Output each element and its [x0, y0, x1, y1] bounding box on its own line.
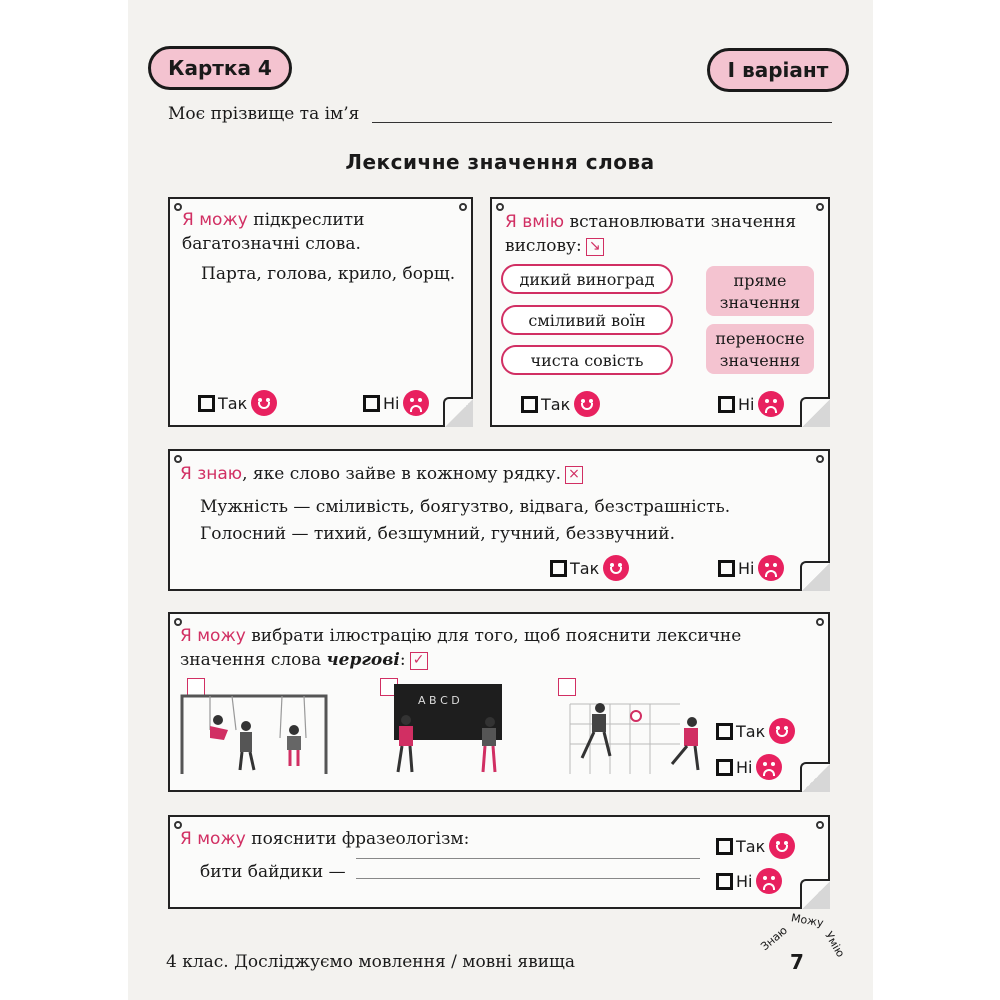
checkbox[interactable] — [550, 560, 567, 577]
colon: : — [399, 650, 406, 670]
phraseologism: бити байдики — — [200, 862, 346, 882]
skill-lead: Я знаю — [180, 464, 243, 484]
word-row-1[interactable]: Мужність — сміливість, боягузтво, відвага, безстрашність. — [200, 497, 731, 517]
no-checkbox[interactable] — [718, 391, 784, 417]
motto-word: Умію — [822, 929, 848, 960]
checkbox[interactable] — [363, 395, 380, 412]
name-prompt: Моє прізвище та ім’я — [168, 104, 360, 124]
checkbox[interactable] — [718, 560, 735, 577]
skill-lead: Я вмію — [505, 212, 565, 232]
page-number: 7 — [790, 950, 804, 974]
task-2-instruction — [505, 210, 796, 258]
motto-logo — [755, 912, 855, 972]
skill-lead: Я можу — [180, 829, 246, 849]
pin-icon — [816, 203, 824, 211]
answer-line[interactable] — [356, 878, 700, 879]
page-title: Лексичне значення слова — [345, 150, 655, 174]
checkbox[interactable] — [716, 759, 733, 776]
task-4-instruction — [180, 624, 741, 672]
page-curl-corner — [800, 561, 830, 591]
footer-text: 4 клас. Досліджуємо мовлення / мовні явища — [166, 952, 575, 972]
yes-checkbox[interactable] — [550, 555, 629, 581]
meaning-line: пряме — [733, 271, 787, 290]
yes-label: Так — [736, 836, 766, 856]
instruction-text: багатозначні слова. — [182, 234, 361, 254]
page-curl-corner — [443, 397, 473, 427]
task-1-words[interactable]: Парта, голова, крило, борщ. — [201, 264, 456, 284]
yes-label: Так — [736, 721, 766, 741]
sad-face-icon — [403, 390, 429, 416]
instruction-text: вислову: — [505, 236, 582, 256]
name-input-line[interactable] — [372, 122, 832, 123]
meaning-figurative[interactable] — [706, 324, 814, 374]
meaning-literal[interactable] — [706, 266, 814, 316]
motto-word: Знаю — [758, 923, 790, 954]
yes-checkbox[interactable] — [521, 391, 600, 417]
target-word: чергові — [326, 650, 400, 670]
pin-icon — [816, 821, 824, 829]
instruction-text: , яке слово зайве в кожному рядку. — [242, 464, 562, 484]
happy-face-icon — [603, 555, 629, 581]
skill-lead: Я можу — [182, 210, 248, 230]
no-label: Ні — [738, 394, 755, 414]
checkbox[interactable] — [716, 838, 733, 855]
yes-checkbox[interactable] — [198, 390, 277, 416]
checkbox[interactable] — [716, 723, 733, 740]
instruction-text: вибрати ілюстрацію для того, щоб пояснити лексичне — [245, 626, 742, 646]
football-illustration[interactable] — [560, 694, 710, 776]
check-mark-icon: ✓ — [410, 652, 428, 670]
skill-lead: Я можу — [180, 626, 246, 646]
meaning-line: переносне — [715, 329, 805, 348]
checkbox[interactable] — [521, 396, 538, 413]
happy-face-icon — [769, 718, 795, 744]
yes-checkbox[interactable] — [716, 833, 795, 859]
no-checkbox[interactable] — [716, 754, 782, 780]
happy-face-icon — [769, 833, 795, 859]
word-row-2[interactable]: Голосний — тихий, безшумний, гучний, беззвучний. — [200, 524, 676, 544]
page-curl-corner — [800, 879, 830, 909]
phrase-option-3[interactable]: чиста совість — [501, 345, 673, 375]
task-1-instruction — [182, 208, 364, 256]
checkbox[interactable] — [716, 873, 733, 890]
instruction-text: пояснити фразеологізм: — [245, 829, 470, 849]
task-3-instruction — [180, 462, 583, 486]
phrase-option-1[interactable]: дикий виноград — [501, 264, 673, 294]
pin-icon — [816, 618, 824, 626]
card-number-badge: Картка 4 — [148, 46, 292, 90]
sad-face-icon — [758, 555, 784, 581]
yes-label: Так — [218, 393, 248, 413]
pin-icon — [496, 203, 504, 211]
swings-illustration[interactable] — [180, 690, 330, 776]
blackboard-illustration[interactable] — [384, 682, 504, 776]
happy-face-icon — [574, 391, 600, 417]
pin-icon — [459, 203, 467, 211]
yes-checkbox[interactable] — [716, 718, 795, 744]
task-5-instruction — [180, 827, 469, 851]
board-text: A B C D — [418, 694, 460, 707]
meaning-line: значення — [719, 293, 801, 312]
answer-line[interactable] — [356, 858, 700, 859]
instruction-text: встановлювати значення — [564, 212, 797, 232]
page-curl-corner — [800, 762, 830, 792]
cross-mark-icon: × — [565, 466, 583, 484]
phrase-option-2[interactable]: сміливий воїн — [501, 305, 673, 335]
pin-icon — [174, 203, 182, 211]
meaning-line: значення — [719, 351, 801, 370]
page-curl-corner — [800, 397, 830, 427]
no-label: Ні — [736, 757, 753, 777]
sad-face-icon — [756, 868, 782, 894]
yes-label: Так — [570, 558, 600, 578]
instruction-text: значення слова — [180, 650, 327, 670]
sad-face-icon — [758, 391, 784, 417]
yes-label: Так — [541, 394, 571, 414]
sad-face-icon — [756, 754, 782, 780]
no-label: Ні — [736, 871, 753, 891]
no-label: Ні — [738, 558, 755, 578]
instruction-text: підкреслити — [247, 210, 365, 230]
no-checkbox[interactable] — [716, 868, 782, 894]
no-checkbox[interactable] — [718, 555, 784, 581]
pin-icon — [816, 455, 824, 463]
checkbox[interactable] — [198, 395, 215, 412]
no-checkbox[interactable] — [363, 390, 429, 416]
motto-word: Можу — [790, 911, 825, 930]
no-label: Ні — [383, 393, 400, 413]
happy-face-icon — [251, 390, 277, 416]
checkbox[interactable] — [718, 396, 735, 413]
variant-badge: І варіант — [707, 48, 849, 92]
arrow-mark-icon: ↘ — [586, 238, 604, 256]
